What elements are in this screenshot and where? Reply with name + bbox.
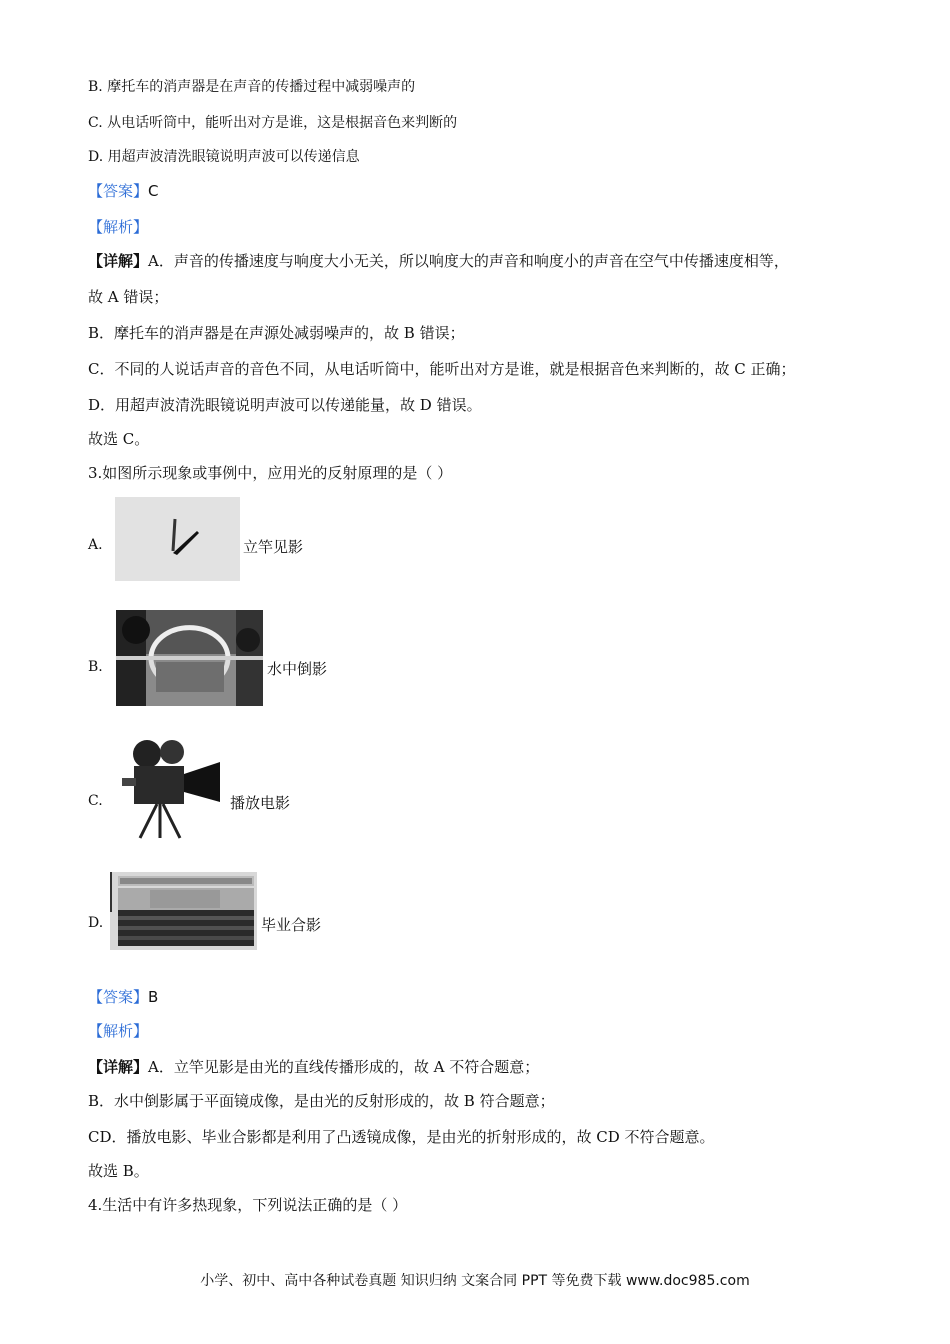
q2-detail-c: C．不同的人说话声音的音色不同，从电话听筒中，能听出对方是谁，就是根据音色来判断的，故 C 正确； xyxy=(88,360,796,378)
detail-a-text: A．立竿见影是由光的直线传播形成的，故 A 不符合题意； xyxy=(148,1058,540,1076)
q3-conclusion: 故选 B。 xyxy=(88,1162,149,1180)
detail-a-text: A．声音的传播速度与响度大小无关，所以响度大的声音和响度小的声音在空气中传播速度相等， xyxy=(148,252,789,270)
detail-tag: 【详解】 xyxy=(88,1058,149,1076)
q2-option-d: D. 用超声波清洗眼镜说明声波可以传递信息 xyxy=(88,149,360,165)
q3-analysis-tag: 【解析】 xyxy=(88,1022,149,1040)
q2-detail-a xyxy=(88,250,789,271)
answer-tag: 【答案】 xyxy=(88,182,149,200)
q2-detail-d: D．用超声波清洗眼镜说明声波可以传递能量，故 D 错误。 xyxy=(88,396,482,414)
q3-answer xyxy=(88,986,158,1007)
q2-conclusion: 故选 C。 xyxy=(88,430,150,448)
pole-shadow-illustration xyxy=(115,497,240,581)
q3-option-d-caption: 毕业合影 xyxy=(261,916,322,934)
answer-value: B xyxy=(148,988,159,1006)
detail-tag: 【详解】 xyxy=(88,252,149,270)
q3-detail-a xyxy=(88,1056,539,1077)
q3-option-b-caption: 水中倒影 xyxy=(267,660,328,678)
bridge-reflection-illustration xyxy=(116,610,263,706)
q2-detail-a-cont: 故 A 错误； xyxy=(88,288,169,306)
q3-option-d-letter: D. xyxy=(88,915,104,931)
q3-option-c-caption: 播放电影 xyxy=(230,794,291,812)
q4-stem: 4.生活中有许多热现象，下列说法正确的是（ ） xyxy=(88,1196,408,1214)
answer-value: C xyxy=(148,182,159,200)
q3-option-b-image xyxy=(116,610,263,706)
q2-analysis-tag: 【解析】 xyxy=(88,218,149,236)
graduation-group-photo-illustration xyxy=(110,872,257,950)
page-footer: 小学、初中、高中各种试卷真题 知识归纳 文案合同 PPT 等免费下载 www.doc985.com xyxy=(200,1273,750,1289)
q3-detail-cd: CD．播放电影、毕业合影都是利用了凸透镜成像，是由光的折射形成的，故 CD 不符合题意。 xyxy=(88,1128,715,1146)
q2-detail-b: B．摩托车的消声器是在声源处减弱噪声的，故 B 错误； xyxy=(88,324,465,342)
film-projector-illustration xyxy=(112,736,227,840)
q2-answer xyxy=(88,180,159,201)
q3-option-c-image xyxy=(112,736,227,840)
q3-option-b-letter: B. xyxy=(88,659,103,675)
q3-option-d-image xyxy=(110,872,257,950)
q3-option-a-letter: A. xyxy=(88,537,103,553)
answer-tag: 【答案】 xyxy=(88,988,149,1006)
q3-option-a-caption: 立竿见影 xyxy=(243,538,304,556)
q2-option-c: C. 从电话听筒中，能听出对方是谁，这是根据音色来判断的 xyxy=(88,115,458,131)
q3-option-a-image xyxy=(115,497,240,581)
q2-option-b: B. 摩托车的消声器是在声音的传播过程中减弱噪声的 xyxy=(88,79,416,95)
q3-option-c-letter: C. xyxy=(88,793,103,809)
q3-stem: 3.如图所示现象或事例中，应用光的反射原理的是（ ） xyxy=(88,464,453,482)
q3-detail-b: B．水中倒影属于平面镜成像，是由光的反射形成的，故 B 符合题意； xyxy=(88,1092,555,1110)
